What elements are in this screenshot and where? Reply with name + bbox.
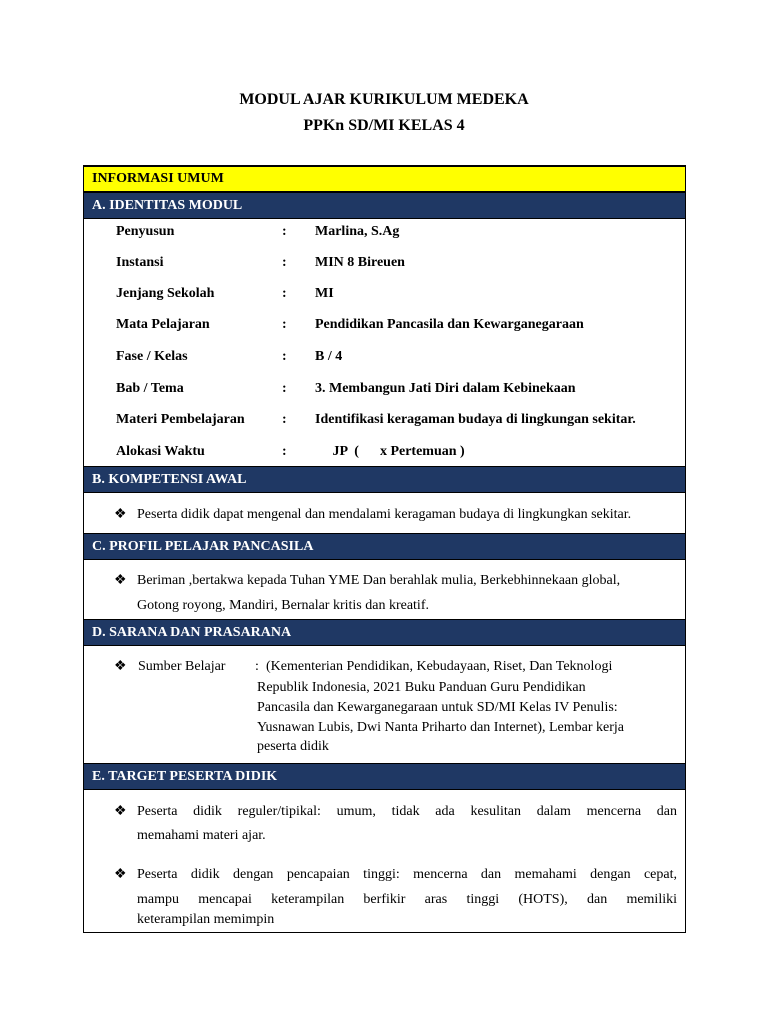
info-umum-header: INFORMASI UMUM: [84, 166, 685, 192]
bullet-icon: ❖: [114, 804, 127, 819]
section-e-header: E. TARGET PESERTA DIDIK: [84, 763, 685, 790]
field-value: MI: [315, 286, 334, 301]
field-colon: :: [282, 224, 287, 239]
sumber-belajar-colon: :: [255, 659, 259, 674]
field-label: Jenjang Sekolah: [116, 286, 215, 301]
sumber-belajar-label: Sumber Belajar: [138, 659, 226, 674]
sumber-belajar-line-4: Yusnawan Lubis, Dwi Nanta Priharto dan Internet), Lembar kerja: [257, 720, 624, 735]
document-subtitle: PPKn SD/MI KELAS 4: [303, 117, 465, 134]
field-colon: :: [282, 255, 287, 270]
field-value: 3. Membangun Jati Diri dalam Kebinekaan: [315, 381, 576, 396]
field-label: Fase / Kelas: [116, 349, 188, 364]
sumber-belajar-line-5: peserta didik: [257, 739, 329, 754]
field-colon: :: [282, 317, 287, 332]
section-c-header: C. PROFIL PELAJAR PANCASILA: [84, 533, 685, 560]
bullet-icon: ❖: [114, 507, 127, 522]
section-d-header: D. SARANA DAN PRASARANA: [84, 619, 685, 646]
field-value: B / 4: [315, 349, 343, 364]
target-item-2-line-2: mampu mencapai keterampilan berfikir aras tinggi (HOTS), dan memiliki: [137, 892, 677, 907]
field-value: JP ( x Pertemuan ): [315, 444, 465, 459]
target-item-1-line-1: Peserta didik reguler/tipikal: umum, tidak ada kesulitan dalam mencerna dan: [137, 804, 677, 819]
field-colon: :: [282, 381, 287, 396]
bullet-icon: ❖: [114, 659, 127, 674]
field-label: Penyusun: [116, 224, 175, 239]
target-item-2-line-1: Peserta didik dengan pencapaian tinggi: mencerna dan memahami dengan cepat,: [137, 867, 677, 882]
sumber-belajar-line-2: Republik Indonesia, 2021 Buku Panduan Guru Pendidikan: [257, 680, 586, 695]
field-colon: :: [282, 444, 287, 459]
bullet-icon: ❖: [114, 573, 127, 588]
sumber-belajar-line-3: Pancasila dan Kewarganegaraan untuk SD/MI Kelas IV Penulis:: [257, 700, 618, 715]
field-label: Instansi: [116, 255, 164, 270]
field-label: Alokasi Waktu: [116, 444, 205, 459]
target-item-1-line-2: memahami materi ajar.: [137, 828, 266, 843]
field-label: Bab / Tema: [116, 381, 184, 396]
section-b-header: B. KOMPETENSI AWAL: [84, 466, 685, 493]
profil-line-1: Beriman ,bertakwa kepada Tuhan YME Dan berahlak mulia, Berkebhinnekaan global,: [137, 573, 621, 588]
field-value: Marlina, S.Ag: [315, 224, 400, 239]
field-value: Pendidikan Pancasila dan Kewarganegaraan: [315, 317, 584, 332]
field-label: Mata Pelajaran: [116, 317, 210, 332]
field-label: Materi Pembelajaran: [116, 412, 245, 427]
document-title: MODUL AJAR KURIKULUM MEDEKA: [239, 91, 529, 108]
field-value: MIN 8 Bireuen: [315, 255, 405, 270]
target-item-2-line-3: keterampilan memimpin: [137, 912, 275, 927]
section-a-header: A. IDENTITAS MODUL: [84, 192, 685, 219]
field-colon: :: [282, 412, 287, 427]
profil-line-2: Gotong royong, Mandiri, Bernalar kritis dan kreatif.: [137, 598, 429, 613]
bullet-icon: ❖: [114, 867, 127, 882]
sumber-belajar-line-1: (Kementerian Pendidikan, Kebudayaan, Riset, Dan Teknologi: [266, 659, 613, 674]
field-value: Identifikasi keragaman budaya di lingkungan sekitar.: [315, 412, 636, 427]
field-colon: :: [282, 349, 287, 364]
field-colon: :: [282, 286, 287, 301]
kompetensi-awal-text: Peserta didik dapat mengenal dan mendalami keragaman budaya di lingkungkan sekitar.: [137, 507, 632, 522]
